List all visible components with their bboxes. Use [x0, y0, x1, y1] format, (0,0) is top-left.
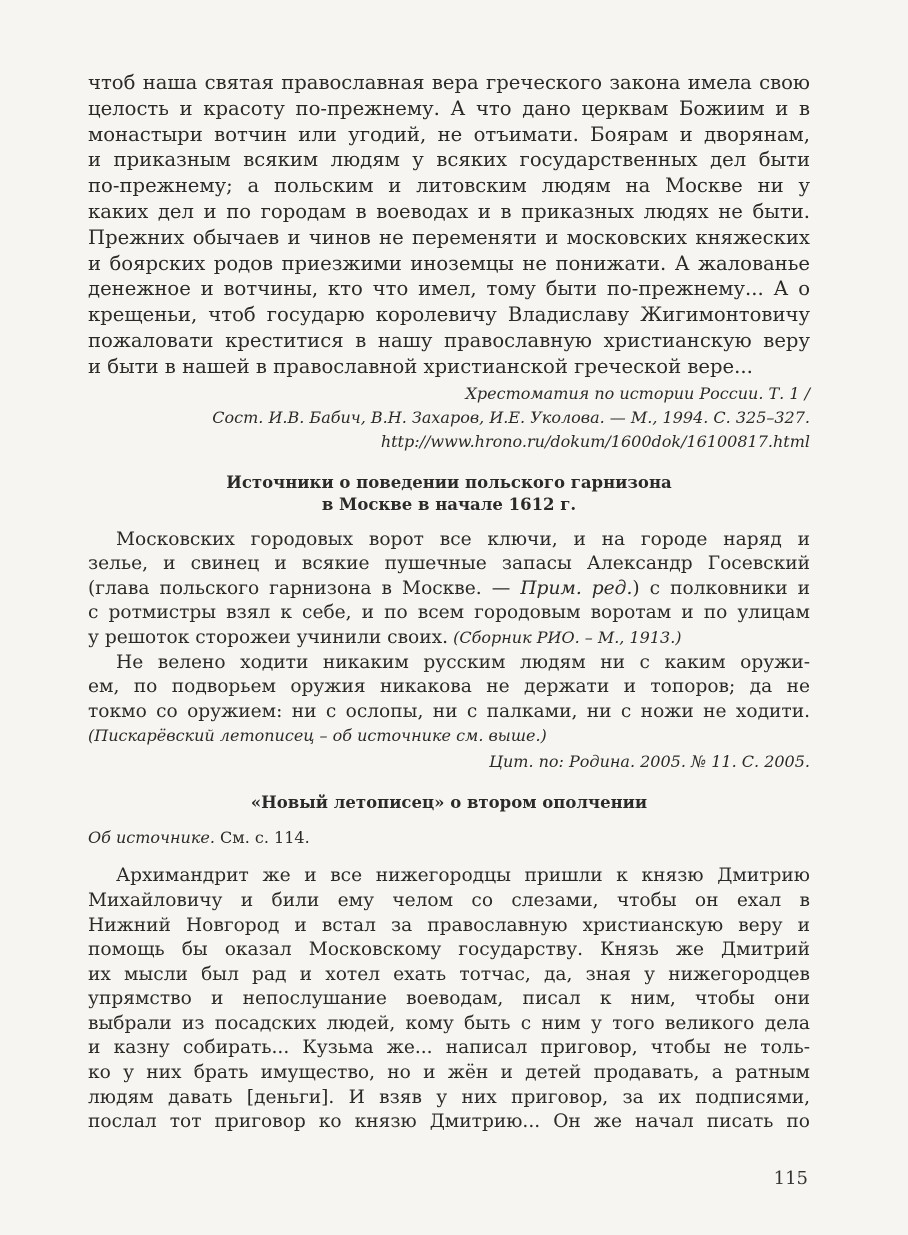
text-line: ем, по подворьем оружия никакова не держати и топоров; да не	[88, 676, 810, 698]
page-body	[88, 70, 810, 1135]
text-line: выбрали из посадских людей, кому быть с ним у того великого дела	[88, 1012, 810, 1034]
source-note: (Сборник РИО. – М., 1913.)	[448, 627, 682, 647]
text-line: каких дел и по городам в воеводах и в приказных людях не быти.	[88, 199, 810, 223]
heading-line: в Москве в начале 1612 г.	[321, 494, 577, 514]
citation-line: Хрестоматия по истории России. Т. 1 /	[465, 383, 810, 403]
text-line	[88, 626, 810, 651]
text-line: Прежних обычаев и чинов не переменяти и московских княжеских	[88, 225, 810, 249]
text-line: Архимандрит же и все нижегородцы пришли к князю Дмитрию	[116, 865, 810, 887]
text-fragment: ) с полковники и	[632, 577, 811, 599]
text-line: ко у них брать имущество, но и жён и детей продавать, а ратным	[88, 1062, 810, 1084]
text-line: чтоб наша святая православная вера греческого закона имела свою	[88, 71, 810, 94]
text-line: с ротмистры взял к себе, и по всем городовым воротам и по улицам	[88, 602, 810, 624]
about-text: См. с. 114.	[214, 828, 310, 848]
source-note: (Пискарёвский летописец – об источнике см. выше.)	[88, 726, 547, 746]
passage-text	[88, 70, 810, 380]
text-line: денежное и вотчины, кто что имел, тому быти по-прежнему... А о	[88, 277, 810, 301]
text-line: и быти в нашей в православной христианской греческой вере...	[88, 354, 753, 378]
citation-url: http://www.hrono.ru/dokum/1600dok/16100817.html	[380, 431, 810, 451]
text-line: послал тот приговор ко князю Дмитрию... Он же начал писать по	[88, 1111, 810, 1133]
heading-line: Источники о поведении польского гарнизона	[226, 472, 672, 492]
text-line: и боярских родов приезжими иноземцы не понижати. А жалованье	[88, 251, 810, 275]
citation-block	[88, 382, 810, 454]
text-line: по-прежнему; а польским и литовским людям на Москве ни у	[88, 174, 810, 198]
about-label: Об источнике.	[88, 828, 215, 848]
text-line: их мысли был рад и хотел ехать тотчас, да, зная у нижегородцев	[88, 963, 810, 985]
source-paragraph	[88, 528, 810, 651]
about-source	[88, 826, 810, 850]
text-line: Не велено ходити никаким русским людям ни с каким оружи-	[116, 651, 810, 673]
source-paragraph	[88, 864, 810, 1135]
text-line	[88, 577, 810, 602]
editor-note: Прим. ред.	[510, 577, 633, 599]
text-line: упрямство и непослушание воеводам, писал к ним, чтобы они	[88, 988, 810, 1010]
section-heading: «Новый летописец» о втором ополчении	[250, 793, 648, 813]
text-line: Нижний Новгород и встал за православную христианскую веру и	[88, 914, 810, 936]
text-line: людям давать [деньги]. И взяв у них приговор, за их подписями,	[88, 1086, 810, 1108]
text-line: токмо со оружием: ни с ослопы, ни с палками, ни с ножи не ходити.	[88, 700, 810, 722]
text-line: зелье, и свинец и всякие пушечные запасы Александр Госевский	[88, 553, 810, 575]
citation-line: Цит. по: Родина. 2005. № 11. С. 2005.	[489, 752, 810, 772]
text-fragment: у решоток сторожеи учинили своих.	[88, 626, 449, 648]
section-heading	[88, 472, 810, 516]
text-line: Московских городовых ворот все ключи, и на городе наряд и	[116, 528, 810, 550]
text-line: крещеньи, чтоб государю королевичу Владиславу Жигимонтовичу	[88, 303, 810, 327]
text-line: монастыри вотчин или угодий, не отъимати. Боярам и дворянам,	[88, 122, 810, 146]
text-line: и казну собирать... Кузьма же... написал приговор, чтобы не толь-	[88, 1037, 810, 1059]
text-line: пожаловати креститися в нашу православную христианскую веру	[88, 328, 810, 352]
source-paragraph	[88, 651, 810, 749]
citation-line: Сост. И.В. Бабич, В.Н. Захаров, И.Е. Уколова. — М., 1994. С. 325–327.	[212, 407, 810, 427]
text-line: Михайловичу и били ему челом со слезами, чтобы он ехал в	[88, 889, 810, 911]
text-line: помощь бы оказал Московскому государству. Князь же Дмитрий	[88, 939, 810, 961]
text-fragment: (глава польского гарнизона в Москве. —	[88, 577, 511, 599]
text-line: целость и красоту по-прежнему. А что дано церквам Божиим и в	[88, 96, 810, 120]
page-number: 115	[773, 1168, 808, 1189]
text-line: и приказным всяким людям у всяких государственных дел быти	[88, 148, 810, 172]
